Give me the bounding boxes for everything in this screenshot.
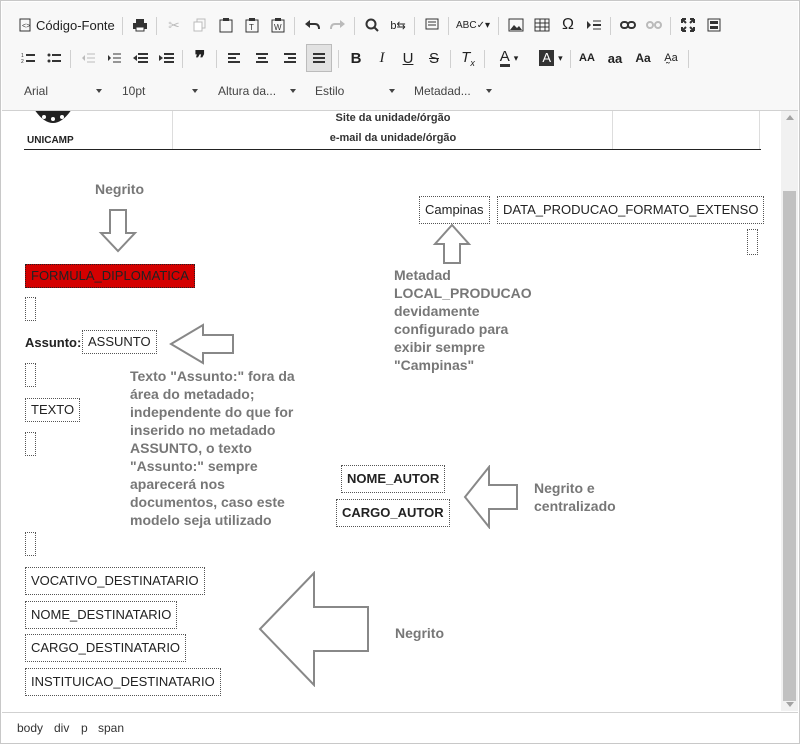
- indent-block-icon: [158, 52, 174, 64]
- svg-text:T: T: [249, 22, 254, 32]
- scrollbar-thumb[interactable]: [783, 191, 796, 701]
- redo-icon: [330, 19, 346, 31]
- decrease-indent-button[interactable]: [78, 44, 98, 72]
- chevron-down-icon: [486, 89, 492, 93]
- source-code-icon: [18, 18, 32, 32]
- outdent-block-button[interactable]: [130, 44, 150, 72]
- omega-icon: Ω: [562, 16, 574, 33]
- header-table: [24, 111, 761, 150]
- empty-field[interactable]: [25, 532, 36, 556]
- print-icon: [132, 18, 148, 32]
- italic-icon: I: [379, 49, 385, 66]
- select-all-button[interactable]: [422, 11, 442, 39]
- svg-text:1: 1: [21, 53, 24, 59]
- path-span[interactable]: span: [98, 721, 125, 735]
- svg-text:W: W: [274, 22, 282, 32]
- transliterate-icon: A̰a: [664, 52, 678, 64]
- paste-button[interactable]: [216, 11, 236, 39]
- undo-button[interactable]: [302, 11, 322, 39]
- instituicao-destinatario-field[interactable]: INSTITUICAO_DESTINATARIO: [25, 668, 221, 696]
- italic-button[interactable]: [372, 44, 392, 72]
- bg-color-icon: A: [539, 50, 554, 66]
- indent-block-button[interactable]: [156, 44, 176, 72]
- unicamp-logo: [28, 111, 78, 131]
- texto-field[interactable]: TEXTO: [25, 398, 80, 422]
- nome-autor-field[interactable]: NOME_AUTOR: [341, 465, 445, 493]
- underline-button[interactable]: [398, 44, 418, 72]
- element-path-bar: [2, 712, 798, 743]
- paste-word-button[interactable]: [268, 11, 288, 39]
- blockquote-button[interactable]: [190, 44, 210, 72]
- chevron-down-icon: [389, 89, 395, 93]
- path-body[interactable]: body: [17, 721, 44, 735]
- spellcheck-icon: ABC✓▾: [456, 19, 490, 31]
- editor-toolbar: [2, 2, 798, 111]
- font-size-select[interactable]: [122, 78, 198, 104]
- outdent-block-icon: [132, 52, 148, 64]
- lowercase-icon: aa: [607, 50, 623, 66]
- font-family-value: Arial: [24, 84, 49, 98]
- annotation-assunto: Texto "Assunto:" fora da área do metadado; independente do que for inserido no metadado ASSUNTO, o texto "Assunto:" sempre aparecerá nos documentos, caso este modelo seja utilizado: [130, 368, 295, 528]
- campinas-field[interactable]: Campinas: [419, 196, 490, 224]
- show-blocks-icon: [707, 18, 721, 32]
- svg-text:<>: <>: [22, 23, 31, 30]
- align-center-button[interactable]: [252, 44, 272, 72]
- paste-word-icon: [271, 18, 285, 33]
- replace-button[interactable]: [388, 11, 408, 39]
- indent-icon: [107, 52, 121, 64]
- font-family-select[interactable]: [24, 78, 102, 104]
- line-height-value: Altura da...: [218, 84, 277, 98]
- spellcheck-button[interactable]: [456, 11, 490, 39]
- path-div[interactable]: div: [54, 721, 70, 735]
- chevron-down-icon: [192, 89, 198, 93]
- font-size-value: 10pt: [122, 84, 146, 98]
- link-button[interactable]: [618, 11, 638, 39]
- outdent-icon: [81, 52, 95, 64]
- copy-icon: [193, 18, 207, 32]
- image-button[interactable]: [506, 11, 526, 39]
- cargo-destinatario-field[interactable]: CARGO_DESTINATARIO: [25, 634, 186, 662]
- annotation-negrito-bottom: Negrito: [395, 625, 444, 641]
- bold-icon: B: [350, 49, 362, 67]
- text-color-button[interactable]: A ▾: [499, 47, 519, 65]
- image-icon: [508, 18, 524, 32]
- align-left-icon: [227, 52, 241, 64]
- link-icon: [620, 20, 636, 30]
- increase-indent-button[interactable]: [104, 44, 124, 72]
- scroll-up-icon[interactable]: [786, 115, 794, 120]
- capitalize-icon: Aa: [635, 51, 651, 65]
- align-right-icon: [283, 52, 297, 64]
- cargo-autor-field[interactable]: CARGO_AUTOR: [336, 499, 450, 527]
- metadata-select[interactable]: [414, 78, 492, 104]
- bulleted-list-button[interactable]: [44, 44, 64, 72]
- annotation-metadado: Metadad LOCAL_PRODUCAO devidamente configurado para exibir sempre "Campinas": [394, 267, 532, 373]
- path-p[interactable]: p: [81, 721, 88, 735]
- page-break-icon: [586, 19, 602, 31]
- table-icon: [534, 18, 550, 32]
- bulleted-list-icon: [47, 52, 61, 64]
- insert-break-button[interactable]: [584, 11, 604, 39]
- unlink-button[interactable]: [644, 11, 664, 39]
- unicamp-logo-text: UNICAMP: [27, 135, 74, 146]
- underline-icon: U: [402, 49, 414, 67]
- vertical-scrollbar[interactable]: [781, 111, 798, 711]
- numbered-list-icon: [21, 52, 35, 64]
- svg-text:2: 2: [21, 59, 24, 64]
- show-blocks-button[interactable]: [704, 11, 724, 39]
- style-select[interactable]: [315, 78, 395, 104]
- nome-destinatario-field[interactable]: NOME_DESTINATARIO: [25, 601, 177, 629]
- quote-icon: ❞: [194, 47, 206, 70]
- paste-text-icon: [245, 18, 259, 33]
- annotation-negrito-centralizado: Negrito e centralizado: [534, 480, 616, 514]
- table-button[interactable]: [532, 11, 552, 39]
- arrow-left-icon: [169, 323, 235, 365]
- chevron-down-icon: [96, 89, 102, 93]
- empty-field[interactable]: [747, 229, 758, 255]
- arrow-down-icon: [98, 209, 138, 253]
- arrow-left-icon: [258, 571, 370, 687]
- empty-field[interactable]: [25, 297, 36, 321]
- empty-field[interactable]: [25, 363, 36, 387]
- assunto-label: Assunto:: [25, 335, 82, 350]
- print-button[interactable]: [130, 11, 150, 39]
- unlink-icon: [646, 20, 662, 30]
- find-button[interactable]: [362, 11, 382, 39]
- strikethrough-icon: S: [428, 49, 439, 67]
- source-code-button[interactable]: [18, 11, 118, 39]
- remove-format-button[interactable]: [458, 44, 478, 72]
- line-height-select[interactable]: [218, 78, 296, 104]
- capitalize-button[interactable]: [632, 44, 654, 72]
- redo-button[interactable]: [328, 11, 348, 39]
- justify-icon: [312, 52, 326, 64]
- lowercase-button[interactable]: [604, 44, 626, 72]
- uppercase-icon: AA: [579, 52, 595, 64]
- align-right-button[interactable]: [280, 44, 300, 72]
- arrow-up-icon: [432, 223, 472, 265]
- site-line: Site da unidade/órgão: [335, 112, 451, 124]
- scroll-down-icon[interactable]: [786, 702, 794, 707]
- assunto-field[interactable]: ASSUNTO: [82, 330, 157, 354]
- source-code-label: Código-Fonte: [36, 17, 115, 33]
- copy-button[interactable]: [190, 11, 210, 39]
- style-value: Estilo: [315, 84, 345, 98]
- vocativo-field[interactable]: VOCATIVO_DESTINATARIO: [25, 567, 205, 595]
- paste-text-button[interactable]: [242, 11, 262, 39]
- cut-icon: ✂: [168, 16, 180, 33]
- search-icon: [365, 18, 379, 32]
- maximize-button[interactable]: [678, 11, 698, 39]
- empty-field[interactable]: [25, 432, 36, 456]
- remove-format-icon: $T_x$: [461, 48, 475, 68]
- bg-color-button[interactable]: A ▾: [534, 44, 568, 72]
- special-char-button[interactable]: [558, 11, 578, 39]
- formula-field[interactable]: FORMULA_DIPLOMATICA: [25, 264, 195, 288]
- cut-button[interactable]: [164, 11, 184, 39]
- justify-button[interactable]: [306, 44, 332, 72]
- arrow-left-icon: [463, 465, 519, 529]
- strikethrough-button[interactable]: [424, 44, 444, 72]
- transliterate-button[interactable]: [660, 44, 682, 72]
- align-center-icon: [255, 52, 269, 64]
- undo-icon: [304, 19, 320, 31]
- select-all-icon: [425, 18, 439, 32]
- numbered-list-button[interactable]: [18, 44, 38, 72]
- email-line: e-mail da unidade/órgão: [329, 132, 457, 144]
- bold-button[interactable]: [346, 44, 366, 72]
- editor-content[interactable]: [2, 111, 781, 711]
- text-color-icon: A: [499, 47, 510, 65]
- metadata-value: Metadad...: [414, 84, 471, 98]
- data-producao-field[interactable]: DATA_PRODUCAO_FORMATO_EXTENSO: [497, 196, 764, 224]
- maximize-icon: [681, 18, 695, 32]
- chevron-down-icon: [290, 89, 296, 93]
- paste-icon: [219, 18, 233, 33]
- align-left-button[interactable]: [224, 44, 244, 72]
- annotation-negrito-top: Negrito: [95, 181, 144, 197]
- uppercase-button[interactable]: [576, 44, 598, 72]
- replace-icon: b⇆: [390, 19, 406, 32]
